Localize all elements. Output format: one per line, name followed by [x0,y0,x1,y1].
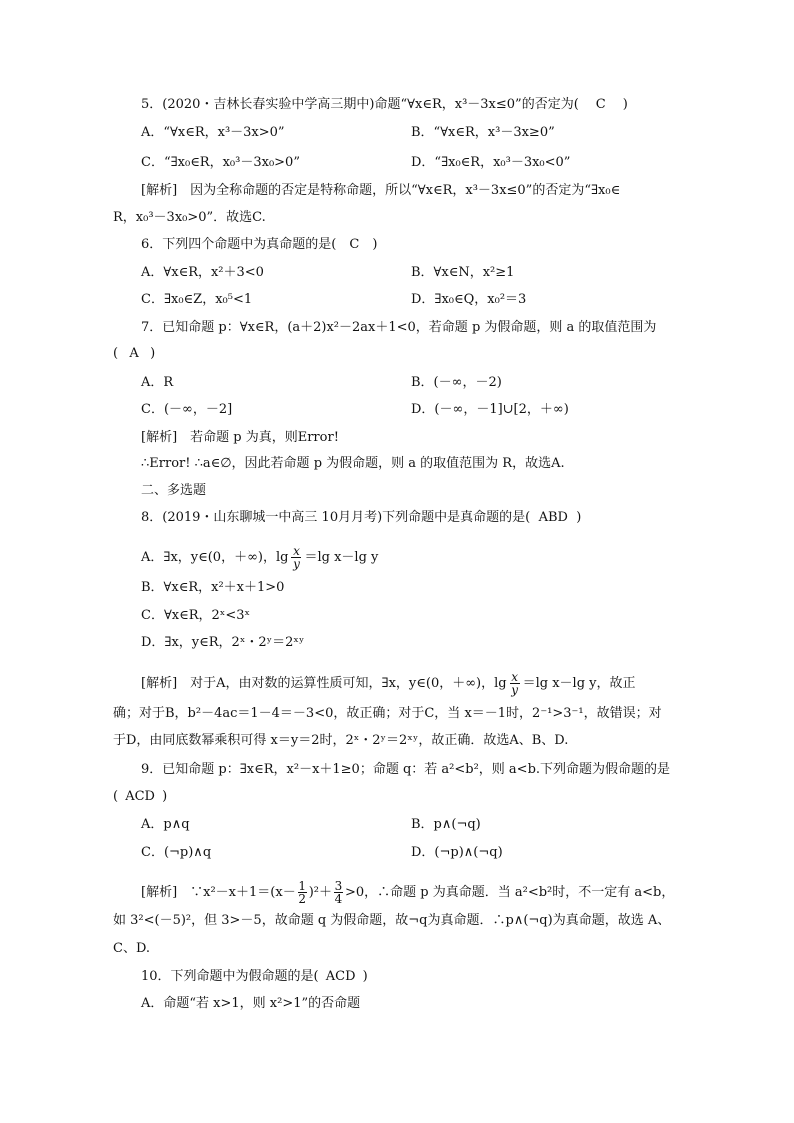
q8-option-a [141,545,378,570]
q9-explanation-fraction-three-quarters [334,880,343,905]
fraction-numerator: x [511,670,518,684]
q8-option-a-text: A．∃x，y∈(0，＋∞)，lg [141,549,289,565]
q5-stem [141,97,628,113]
q7-explanation-line2: ∴Error! ∴a∈∅，因此若命题 p 为假命题，则 a 的取值范围为 R，故选A. [141,456,565,471]
q8-answer: ABD [538,510,568,525]
q5-stem-text: 5．(2020・吉林长春实验中学高三期中)命题“∀x∈R，x³－3x≤0”的否定为( [141,97,579,112]
section-heading-multiple-choice: 二、多选题 [141,482,207,497]
q9-stem-close: ) [162,789,168,804]
q9-answer: ACD [125,789,155,804]
q5-answer: C [595,97,606,112]
q6-option-d: D．∃x₀∈Q，x₀²＝3 [411,292,527,307]
q8-option-d: D．∃x，y∈R，2ˣ・2ʸ＝2ˣʸ [141,635,305,650]
q7-stem-line2 [113,346,155,362]
q6-stem-text: 6．下列四个命题中为真命题的是( [141,237,337,252]
q7-stem-close: ) [150,346,156,361]
fraction-numerator: 1 [298,879,307,893]
fraction-denominator: y [293,557,300,571]
q9-stem-line2 [113,789,167,805]
q7-option-d: D．(－∞，－1]∪[2，＋∞) [411,402,569,417]
q8-explanation-fraction [510,671,520,696]
q9-option-a: A．p∧q [141,817,190,832]
q7-stem-line1: 7．已知命题 p：∀x∈R，(a＋2)x²－2ax＋1<0，若命题 p 为假命题，则 a 的取值范围为 [141,320,657,335]
q6-stem [141,237,377,253]
q8-stem-close: ) [576,510,582,525]
q7-explanation-line1: [解析] 若命题 p 为真，则Error! [141,430,339,445]
q9-option-d: D．(¬p)∧(¬q) [411,845,503,860]
q10-option-a: A．命题“若 x>1，则 x²>1”的否命题 [141,996,361,1011]
q9-explanation-text: [解析] ∵x²－x＋1＝(x－ [141,884,296,900]
q9-explanation-fraction-half [298,880,307,905]
fraction-numerator: 3 [334,879,343,893]
q9-stem-open: ( [113,789,119,804]
q10-answer: ACD [325,969,356,984]
q5-option-c: C．“∃x₀∈R，x₀³－3x₀>0” [141,155,300,170]
q5-option-b: B．“∀x∈R，x³－3x≥0” [411,125,555,140]
q9-option-b: B．p∧(¬q) [411,817,481,832]
q5-stem-close: ) [622,97,628,112]
q8-explanation-text-end: ＝lg x－lg y，故正 [522,675,636,691]
q10-stem-text: 10．下列命题中为假命题的是( [141,969,319,984]
q5-explanation-line1: [解析] 因为全称命题的否定是特称命题，所以“∀x∈R，x³－3x≤0”的否定为“∃x₀∈ [141,183,621,198]
fraction-denominator: 2 [298,892,307,906]
fraction-denominator: 4 [334,892,343,906]
q8-option-b: B．∀x∈R，x²＋x＋1>0 [141,580,285,595]
q7-answer: A [129,346,139,361]
fraction-numerator: x [293,544,300,558]
q6-option-b: B．∀x∈N，x²≥1 [411,265,515,280]
q6-option-a: A．∀x∈R，x²＋3<0 [141,265,264,280]
q7-stem-open: ( [113,346,119,361]
q9-explanation-text-end: >0，∴命题 p 为真命题．当 a²<b²时，不一定有 a<b， [345,884,675,900]
fraction-denominator: y [511,683,518,697]
q9-explanation-text-mid: )²＋ [308,884,332,900]
q5-explanation-line2: R，x₀³－3x₀>0”．故选C. [113,210,266,225]
q8-option-c: C．∀x∈R，2ˣ<3ˣ [141,608,250,623]
q8-explanation-line1 [141,671,636,696]
q9-stem-line1: 9．已知命题 p：∃x∈R，x²－x＋1≥0；命题 q：若 a²<b²，则 a<b.下列命题为假命题的是 [141,762,671,777]
q10-stem [141,969,368,985]
q8-option-a-text-end: ＝lg x－lg y [304,549,379,565]
q7-option-c: C．(－∞，－2] [141,402,233,417]
q8-explanation-text: [解析] 对于A，由对数的运算性质可知，∃x，y∈(0，＋∞)，lg [141,675,507,691]
q9-explanation-line1 [141,880,674,905]
q8-explanation-line2: 确；对于B，b²－4ac＝1－4＝－3<0，故正确；对于C，当 x＝－1时，2⁻¹>3⁻¹，故错误；对 [113,706,662,721]
q6-stem-close: ) [372,237,378,252]
q7-option-a: A．R [141,375,174,390]
q6-option-c: C．∃x₀∈Z，x₀⁵<1 [141,292,253,307]
q9-explanation-line3: C、D. [113,941,151,956]
q8-explanation-line3: 于D，由同底数幂乘积可得 x＝y＝2时，2ˣ・2ʸ＝2ˣʸ，故正确．故选A、B、D. [113,733,569,748]
q6-answer: C [349,237,360,252]
q10-stem-close: ) [362,969,368,984]
q8-stem [141,510,581,526]
q5-option-d: D．“∃x₀∈R，x₀³－3x₀<0” [411,155,571,170]
q9-option-c: C．(¬p)∧q [141,845,212,860]
q5-option-a: A．“∀x∈R，x³－3x>0” [141,125,285,140]
q7-option-b: B．(－∞，－2) [411,375,502,390]
q8-option-a-fraction [291,545,301,570]
q8-stem-text: 8．(2019・山东聊城一中高三 10月月考)下列命题中是真命题的是( [141,510,531,525]
q9-explanation-line2: 如 3²<(－5)²，但 3>－5，故命题 q 为假命题，故¬q为真命题．∴p∧(¬q)为真命题，故选 A、 [113,913,671,928]
